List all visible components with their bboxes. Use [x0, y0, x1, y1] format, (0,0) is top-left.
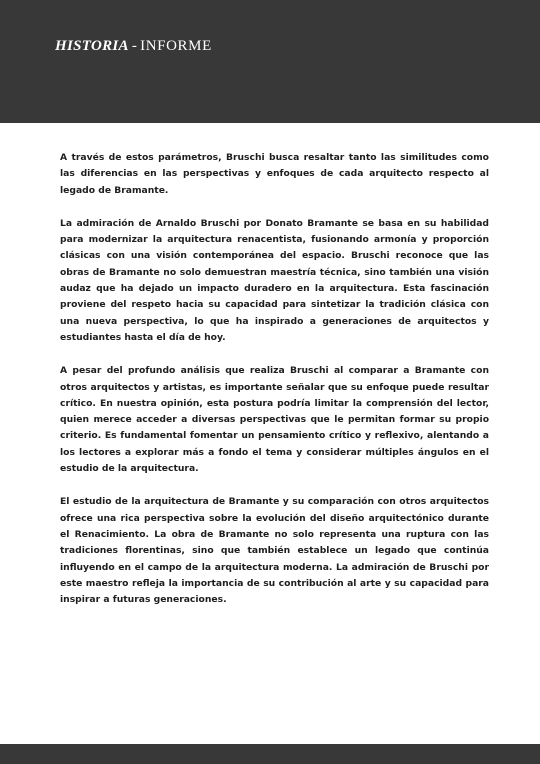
title-separator: - [131, 38, 138, 54]
paragraph-3: A pesar del profundo análisis que realiza Bruschi al comparar a Bramante con otros arquitectos y artistas, es importante señalar que su enfoque puede resultar crítico. En nuestra opinión, esta postura podría limitar la comprensión del lector, quien merece acceder a diversas perspectivas que le permitan formar su propio criterio. Es fundamental fomentar un pensamiento crítico y reflexivo, alentando a los lectores a explorar más a fondo el tema y considerar múltiples ángulos en el estudio de la arquitectura. [60, 365, 489, 475]
title-subtitle: INFORME [140, 38, 212, 54]
paragraph-2: La admiración de Arnaldo Bruschi por Donato Bramante se basa en su habilidad para modernizar la arquitectura renacentista, fusionando armonía y proporción clásicas con una visión contemporánea del espacio. Bruschi reconoce que las obras de Bramante no solo demuestran maestría técnica, sino también una visión audaz que ha dejado un impacto duradero en la arquitectura. Esta fascinación proviene del respeto hacia su capacidad para sintetizar la tradición clásica con una nueva perspectiva, lo que ha inspirado a generaciones de arquitectos y estudiantes hasta el día de hoy. [60, 217, 489, 343]
paragraph-1: A través de estos parámetros, Bruschi busca resaltar tanto las similitudes como las diferencias en las perspectivas y enfoques de cada arquitecto respecto al legado de Bramante. [60, 152, 489, 196]
paragraph-4: El estudio de la arquitectura de Bramante y su comparación con otros arquitectos ofrece una rica perspectiva sobre la evolución del diseño arquitectónico durante el Renacimiento. La obra de Bramante no solo representa una ruptura con las tradiciones florentinas, sino que también establece un legado que continúa influyendo en el campo de la arquitectura moderna. La admiración de Bruschi por este maestro refleja la importancia de su contribución al arte y su capacidad para inspirar a futuras generaciones. [60, 496, 489, 606]
header-band [0, 0, 540, 123]
page-title [55, 38, 212, 55]
title-section: HISTORIA [55, 38, 129, 54]
document-body [60, 150, 489, 625]
footer-band [0, 744, 540, 764]
